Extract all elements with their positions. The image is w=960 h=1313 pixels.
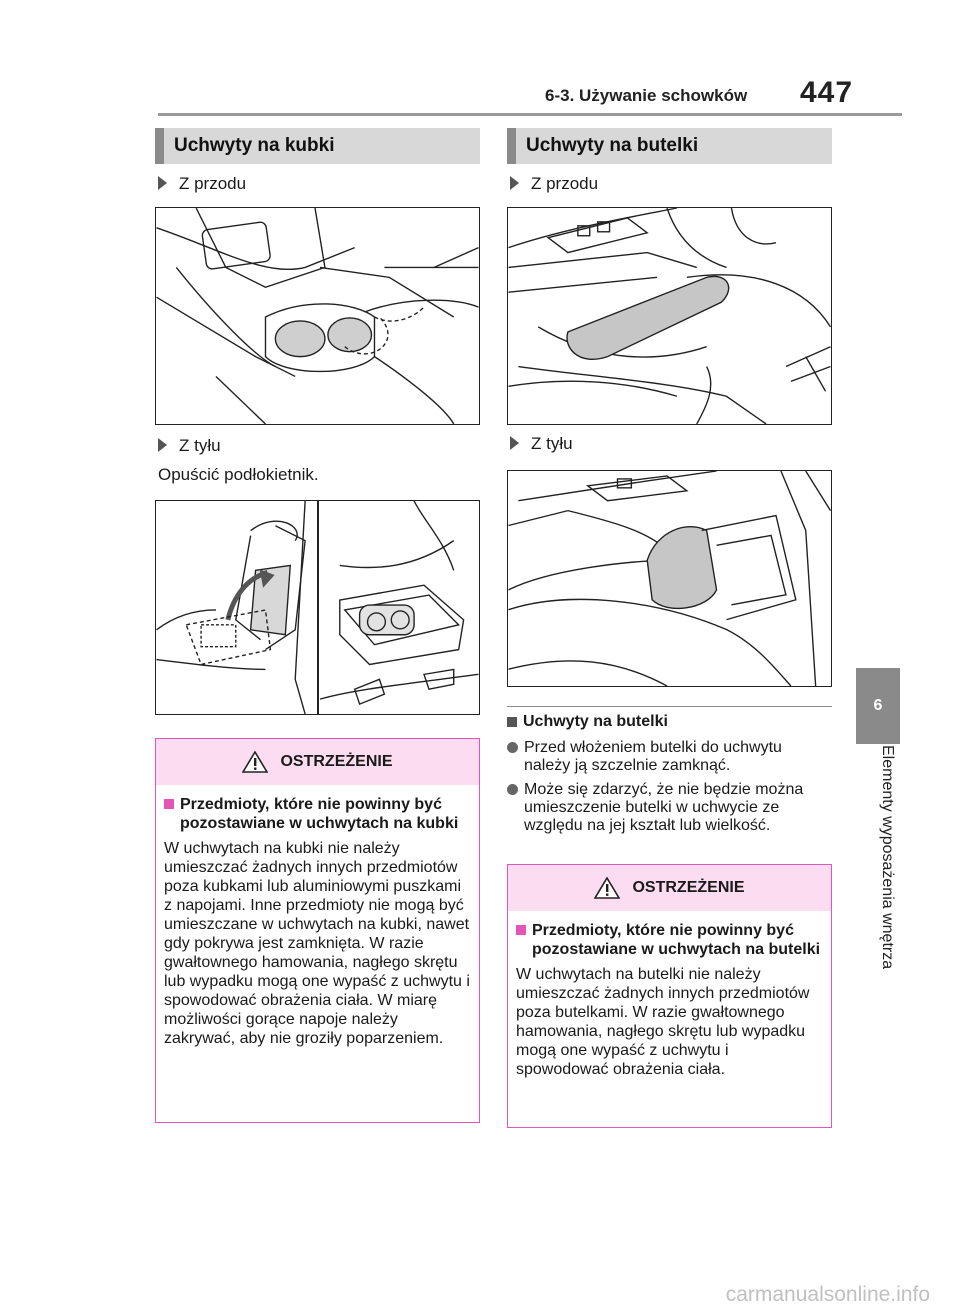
warning-header: [508, 865, 831, 911]
chapter-tab[interactable]: [856, 668, 900, 744]
warning-title: OSTRZEŻENIE: [280, 753, 393, 770]
info-title: Uchwyty na butelki: [507, 713, 832, 731]
rear-cup-label: Z tyłu: [158, 436, 221, 456]
section-divider: [507, 706, 832, 707]
front-cup-holder-figure: [155, 207, 480, 425]
warning-triangle-icon: [242, 751, 268, 773]
square-bullet-icon: [164, 799, 174, 809]
front-bottle-label: Z przodu: [510, 174, 598, 194]
rear-bottle-label: Z tyłu: [510, 434, 573, 454]
rear-cup-holder-figure: [155, 500, 480, 715]
warning-subtitle: Przedmioty, które nie powinny być pozostawiane w uchwytach na butelki: [516, 921, 823, 959]
bullet-dot-icon: [507, 784, 518, 795]
warning-text: W uchwytach na kubki nie należy umieszczać żadnych innych przedmiotów poza kubkami lub aluminiowymi puszkami z napojami. Inne przedmioty nie mogą być umieszczane w uchwytach na kubki, nawet gdy pokrywa jest zamknięta. W razie gwałtownego hamowania, nagłego skrętu lub wypadku mogą one wypaść z uchwytu i spowodować obrażenia ciała. W miarę możliwości gorące napoje należy zakrywać, aby nie groziły poparzeniem.: [164, 840, 470, 1047]
warning-text: W uchwytach na butelki nie należy umieszczać żadnych innych przedmiotów poza butelkami. W razie gwałtownego hamowania, nagłego skrętu lub wypadku mogą one wypaść z uchwytu i spowodować obrażenia ciała.: [516, 966, 810, 1078]
arrow-right-icon: [510, 176, 519, 190]
watermark: carmanualsonline.info: [725, 1283, 930, 1306]
rear-cup-instruction: Opuścić podłokietnik.: [158, 465, 319, 484]
warning-triangle-icon: [594, 877, 620, 899]
rear-bottle-holder-figure: [507, 470, 832, 687]
bottle-holder-info: [507, 713, 832, 841]
front-bottle-holder-figure: [507, 207, 832, 425]
page-number: 447: [800, 76, 854, 109]
warning-header: [156, 739, 479, 785]
warning-subtitle: Przedmioty, które nie powinny być pozostawiane w uchwytach na kubki: [164, 795, 471, 833]
chapter-title: 6-3. Używanie schowków: [545, 86, 748, 105]
cup-holders-section-title: Uchwyty na kubki: [155, 128, 480, 164]
info-list-item: Może się zdarzyć, że nie będzie można umieszczenie butelki w uchwycie ze względu na jej kształt lub wielkość.: [507, 781, 832, 835]
bullet-dot-icon: [507, 742, 518, 753]
bottle-holders-section-title: Uchwyty na butelki: [507, 128, 832, 164]
square-bullet-icon: [507, 717, 517, 727]
chapter-tab-number: 6: [873, 697, 883, 714]
info-list-item: Przed włożeniem butelki do uchwytu należy ją szczelnie zamknąć.: [507, 739, 832, 775]
square-bullet-icon: [516, 925, 526, 935]
arrow-right-icon: [510, 436, 519, 450]
arrow-right-icon: [158, 176, 167, 190]
header-rule: [158, 113, 902, 116]
front-cup-label: Z przodu: [158, 174, 246, 194]
chapter-side-label: Elementy wyposażenia wnętrza: [879, 745, 896, 970]
warning-title: OSTRZEŻENIE: [632, 879, 745, 896]
bottle-holder-warning-box: [507, 864, 832, 1128]
arrow-right-icon: [158, 438, 167, 452]
cup-holder-warning-box: [155, 738, 480, 1123]
